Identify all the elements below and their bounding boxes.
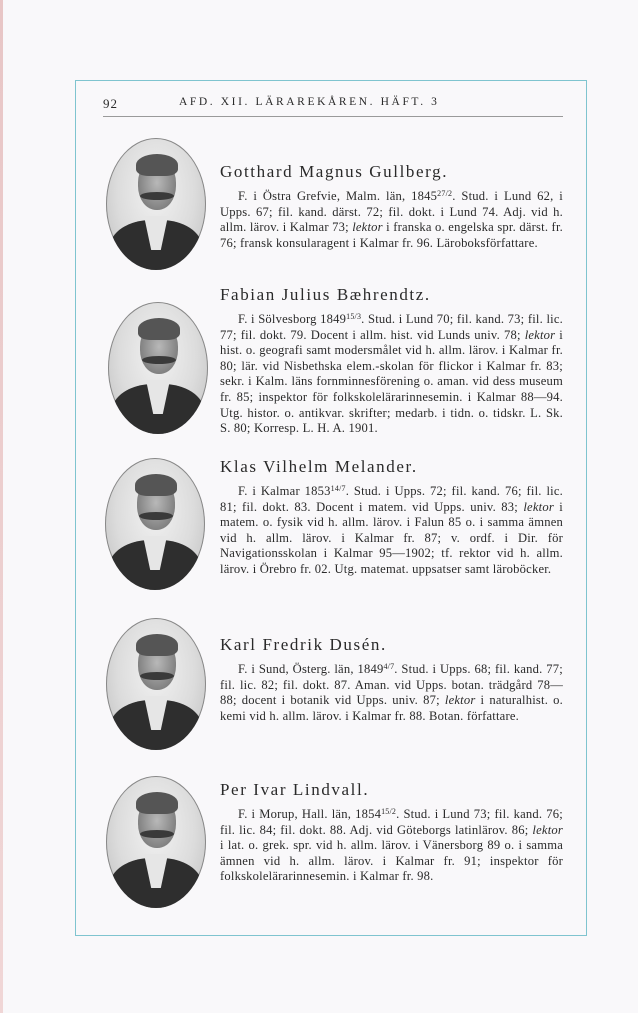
- page-edge: [0, 0, 3, 1013]
- person-name: Fabian Julius Bæhrendtz.: [220, 285, 431, 304]
- biography-text: F. i Morup, Hall. län, $1854^{15/2}$. Stud. i Lund 73; fil. kand. 76; fil. lic. 84; fil. dokt. 88. Adj. vid Göteborgs latinlärov. 86; lektor i lat. o. grek. spr. vid h. allm. lärov. i Vänersborg 89 o. i samma ämnen vid h. allm. lärov. i Kalmar fr. 91; inspektor för folkskolelärarinnesemin. i Kalmar fr. 98.: [220, 807, 563, 884]
- running-head: [103, 96, 563, 117]
- biography-text: F. i Sund, Österg. län, $1849^{4/7}$. Stud. i Upps. 68; fil. kand. 77; fil. lic. 82; fil. dokt. 87. Aman. vid Upps. botan. trädgård 78—88; docent i botanik vid Upps. univ. 87; lektor i naturalhist. o. kemi vid h. allm. lärov. i Kalmar fr. 88. Botan. författare.: [220, 662, 563, 723]
- person-name: Per Ivar Lindvall.: [220, 780, 370, 799]
- portrait-photo: [106, 138, 206, 270]
- person-name: Gotthard Magnus Gullberg.: [220, 162, 449, 181]
- portrait-photo: [106, 776, 206, 908]
- running-title: AFD. XII. LÄRAREKÅREN. HÄFT. 3: [179, 96, 440, 108]
- portrait-photo: [106, 618, 206, 750]
- portrait-photo: [105, 458, 205, 590]
- biography-text: F. i Sölvesborg $1849^{15/3}$. Stud. i Lund 70; fil. kand. 73; fil. lic. 77; fil. dokt. 79. Docent i allm. hist. vid Lunds univ. 78; lektor i hist. o. geografi samt modersmålet vid h. allm. lärov. i Kalmar fr. 80; lär. vid Nisbethska elem.-skolan för flickor i Kalmar fr. 83; sekr. i Kalm. läns fornminnesförening o. aman. vid dess museum fr. 85; inspektor för folkskolelärarinnesemin. i Kalmar 88—94. Utg. histor. o. antikvar. skrifter; medarb. i tidn. o. tidskr. L. Sk. S. 80; Korresp. L. H. A. 1901.: [220, 312, 563, 436]
- person-name: Karl Fredrik Dusén.: [220, 635, 387, 654]
- biography-text: F. i Östra Grefvie, Malm. län, $1845^{27/2}$. Stud. i Lund 62, i Upps. 67; fil. kand. därst. 72; fil. dokt. i Lund 74. Adj. vid h. allm. lärov. i Kalmar 73; lektor i franska o. engelska spr. därst. fr. 76; fransk konsularagent i Kalmar fr. 96. Läroboksförfattare.: [220, 189, 563, 250]
- biography-text: F. i Kalmar $1853^{14/7}$. Stud. i Upps. 72; fil. kand. 76; fil. lic. 81; fil. dokt. 83. Docent i matem. vid Upps. univ. 83; lektor i matem. o. fysik vid h. allm. lärov. i Falun 85 o. i samma ämnen vid h. allm. lärov. i Kalmar fr. 87; v. ordf. i Dir. för Navigationsskolan i Kalmar 95—1902; tf. rektor vid h. allm. lärov. i Örebro fr. 02. Utg. matemat. uppsatser samt läroböcker.: [220, 484, 563, 576]
- portrait-photo: [108, 302, 208, 434]
- page-number: 92: [103, 96, 118, 111]
- person-name: Klas Vilhelm Melander.: [220, 457, 418, 476]
